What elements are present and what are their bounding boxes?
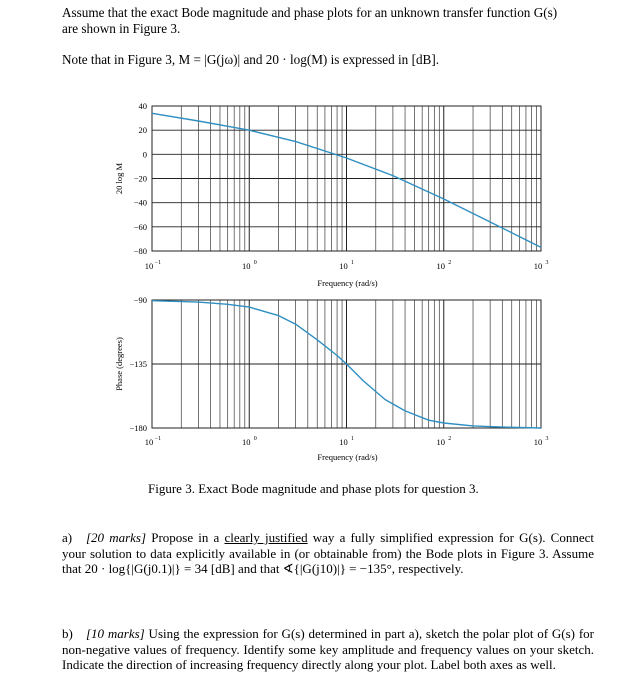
y-tick-label: −180 <box>129 423 147 433</box>
x-tick-label: 10 <box>242 437 251 447</box>
x-tick-label: 10 <box>533 261 543 271</box>
question-a <box>62 530 594 577</box>
question-b-text: Using the expression for G(s) determined in part a), sketch the polar plot of G(s) for non-negative values of frequency. Identify some key amplitude and frequency values on your sketch. Indicate the direction of increasing frequency directly along your plot. Label both axes as well. <box>62 626 594 673</box>
x-tick-exponent: 2 <box>448 260 452 266</box>
bode-panel-magnitude <box>114 101 549 288</box>
x-tick-exponent: −1 <box>154 436 162 442</box>
intro-line-2: are shown in Figure 3. <box>62 21 181 36</box>
x-tick-label: 10 <box>144 261 154 271</box>
y-tick-label: 40 <box>138 101 147 111</box>
x-tick-label: 10 <box>242 261 251 271</box>
bode-panel-phase <box>114 295 549 462</box>
y-axis-label: Phase (degrees) <box>114 337 124 391</box>
note-paragraph: Note that in Figure 3, M = |G(jω)| and 20 · log(M) is expressed in [dB]. <box>62 52 440 67</box>
intro-line-1: Assume that the exact Bode magnitude and phase plots for an unknown transfer function G(s) <box>62 5 558 20</box>
y-tick-label: −20 <box>133 173 147 184</box>
y-tick-label: −40 <box>133 197 147 208</box>
question-b-label: b) <box>62 626 73 641</box>
question-a-text-1: Propose in a <box>146 530 225 545</box>
x-axis-label: Frequency (rad/s) <box>317 452 378 462</box>
x-tick-exponent: 3 <box>545 436 549 442</box>
question-b-marks: [10 marks] <box>86 626 145 641</box>
x-tick-label: 10 <box>339 437 348 447</box>
question-a-text-2: way a fully simplified expression for G(s). Connect your solution to data explicitly available in (or obtainable from) the Bode plots in Figure 3. Assume that 20 · log{|G(j0.1)|} = 34 [dB] and that ∢{|G(j10)|} = −135°, respectively. <box>62 530 595 577</box>
x-tick-exponent: 2 <box>448 436 452 442</box>
x-tick-label: 10 <box>144 437 154 447</box>
x-tick-label: 10 <box>339 261 348 271</box>
x-axis-label: Frequency (rad/s) <box>317 278 378 288</box>
x-tick-exponent: 0 <box>253 436 257 442</box>
x-tick-label: 10 <box>436 437 445 447</box>
x-tick-exponent: 1 <box>351 260 354 266</box>
x-tick-label: 10 <box>436 261 445 271</box>
x-tick-label: 10 <box>533 437 543 447</box>
y-tick-label: −90 <box>133 295 147 305</box>
question-a-label: a) <box>62 530 73 545</box>
y-axis-label: 20 log M <box>114 162 124 195</box>
figure-caption: Figure 3. Exact Bode magnitude and phase plots for question 3. <box>148 481 479 496</box>
question-a-marks: [20 marks] <box>86 530 147 545</box>
x-tick-exponent: 1 <box>351 436 354 442</box>
x-tick-exponent: 3 <box>545 260 549 266</box>
y-tick-label: −80 <box>133 246 147 256</box>
y-tick-label: 20 <box>138 125 147 136</box>
question-a-underlined: clearly justified <box>224 530 308 545</box>
y-tick-label: −60 <box>133 221 147 232</box>
question-b <box>62 626 594 673</box>
x-tick-exponent: 0 <box>253 260 257 266</box>
y-tick-label: −135 <box>129 359 147 369</box>
x-tick-exponent: −1 <box>154 260 162 266</box>
y-tick-label: 0 <box>142 149 147 160</box>
